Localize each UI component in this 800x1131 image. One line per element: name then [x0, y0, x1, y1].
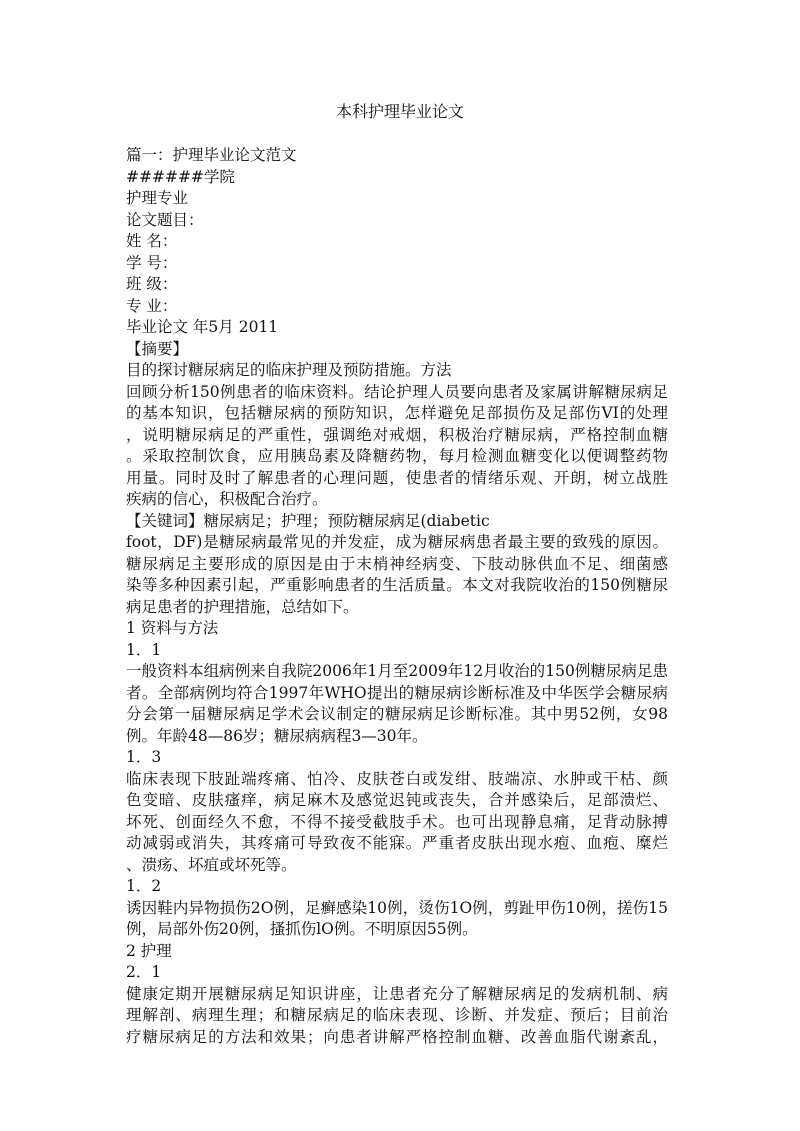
- text-line: 分会第一届糖尿病足学术会议制定的糖尿病足诊断标准。其中男52例，女98: [126, 705, 668, 723]
- text-line: 染等多种因素引起，严重影响患者的生活质量。本文对我院收治的150例糖尿: [126, 576, 668, 594]
- text-line: 理解剖、病理生理；和糖尿病足的临床表现、诊断、并发症、预后；目前治: [126, 1006, 668, 1024]
- text-line: 【关键词】糖尿病足；护理；预防糖尿病足(diabetic: [126, 511, 490, 530]
- text-line: foot，DF)是糖尿病最常见的并发症，成为糖尿病患者最主要的致残的原因。: [126, 533, 668, 551]
- text-line: 坏死、创面经久不愈，不得不接受截肢手术。也可出现静息痛，足背动脉搏: [126, 812, 668, 831]
- text-line: 姓 名：: [126, 232, 178, 250]
- text-line: 色变暗、皮肤瘙痒，病足麻木及感觉迟钝或丧失，合并感染后，足部溃烂、: [126, 791, 668, 809]
- text-line: 2 护理: [126, 941, 172, 960]
- text-line: 篇一：护理毕业论文范文: [126, 146, 297, 164]
- text-line: 、溃疡、坏疽或坏死等。: [126, 855, 297, 874]
- text-line: 疾病的信心，积极配合治疗。: [126, 490, 328, 508]
- text-line: 1 资料与方法: [126, 619, 219, 637]
- text-line: 目的探讨糖尿病足的临床护理及预防措施。方法: [126, 361, 452, 379]
- text-line: ######学院: [126, 167, 235, 186]
- text-line: 者。全部病例均符合1997年WHO提出的糖尿病诊断标准及中华医学会糖尿病: [126, 683, 668, 702]
- text-line: 护理专业: [126, 189, 189, 207]
- text-line: 班 级：: [126, 275, 178, 293]
- text-line: 。采取控制饮食，应用胰岛素及降糖药物，每月检测血糖变化以便调整药物: [126, 447, 668, 465]
- text-line: 健康定期开展糖尿病足知识讲座，让患者充分了解糖尿病足的发病机制、病: [126, 984, 668, 1003]
- text-line: 诱因鞋内异物损伤2O例，足癣感染10例，烫伤1O例，剪趾甲伤10例，搓伤15: [126, 898, 668, 917]
- document-body: [126, 145, 668, 1048]
- text-line: 用量。同时及时了解患者的心理问题，使患者的情绪乐观、开朗，树立战胜: [126, 468, 668, 487]
- text-line: ，说明糖尿病足的严重性，强调绝对戒烟，积极治疗糖尿病，严格控制血糖: [126, 425, 668, 444]
- text-line: 专 业：: [126, 296, 178, 315]
- text-line: 糖尿病足主要形成的原因是由于末梢神经病变、下肢动脉供血不足、细菌感: [126, 554, 668, 573]
- text-line: 1．1: [126, 640, 162, 659]
- text-line: 例。年龄48—86岁；糖尿病病程3—30年。: [126, 726, 428, 745]
- text-line: 2．1: [126, 963, 162, 981]
- text-line: 论文题目：: [126, 210, 204, 229]
- text-line: 毕业论文 年5月 2011: [126, 318, 279, 336]
- text-line: 【摘要】: [126, 339, 189, 358]
- text-line: 回顾分析150例患者的临床资料。结论护理人员要向患者及家属讲解糖尿病足: [126, 382, 668, 401]
- text-line: 1．3: [126, 748, 162, 766]
- text-line: 临床表现下肢趾端疼痛、怕冷、皮肤苍白或发绀、肢端凉、水肿或干枯、颜: [126, 769, 668, 788]
- text-line: 疗糖尿病足的方法和效果；向患者讲解严格控制血糖、改善血脂代谢紊乱，: [126, 1027, 668, 1046]
- document-title: 本科护理毕业论文: [335, 102, 464, 121]
- text-line: 1．2: [126, 877, 162, 895]
- text-line: 病足患者的护理措施，总结如下。: [126, 597, 359, 616]
- text-line: 动减弱或消失，其疼痛可导致夜不能寐。严重者皮肤出现水疱、血疱、糜烂: [126, 834, 668, 852]
- text-line: 例，局部外伤20例，搔抓伤lO例。不明原因55例。: [126, 920, 478, 938]
- text-line: 的基本知识，包括糖尿病的预防知识，怎样避免足部损伤及足部伤VI的处理: [126, 404, 668, 422]
- text-line: 一般资料本组病例来自我院2006年1月至2009年12月收治的150例糖尿病足患: [126, 662, 668, 680]
- text-line: 学 号：: [126, 253, 178, 272]
